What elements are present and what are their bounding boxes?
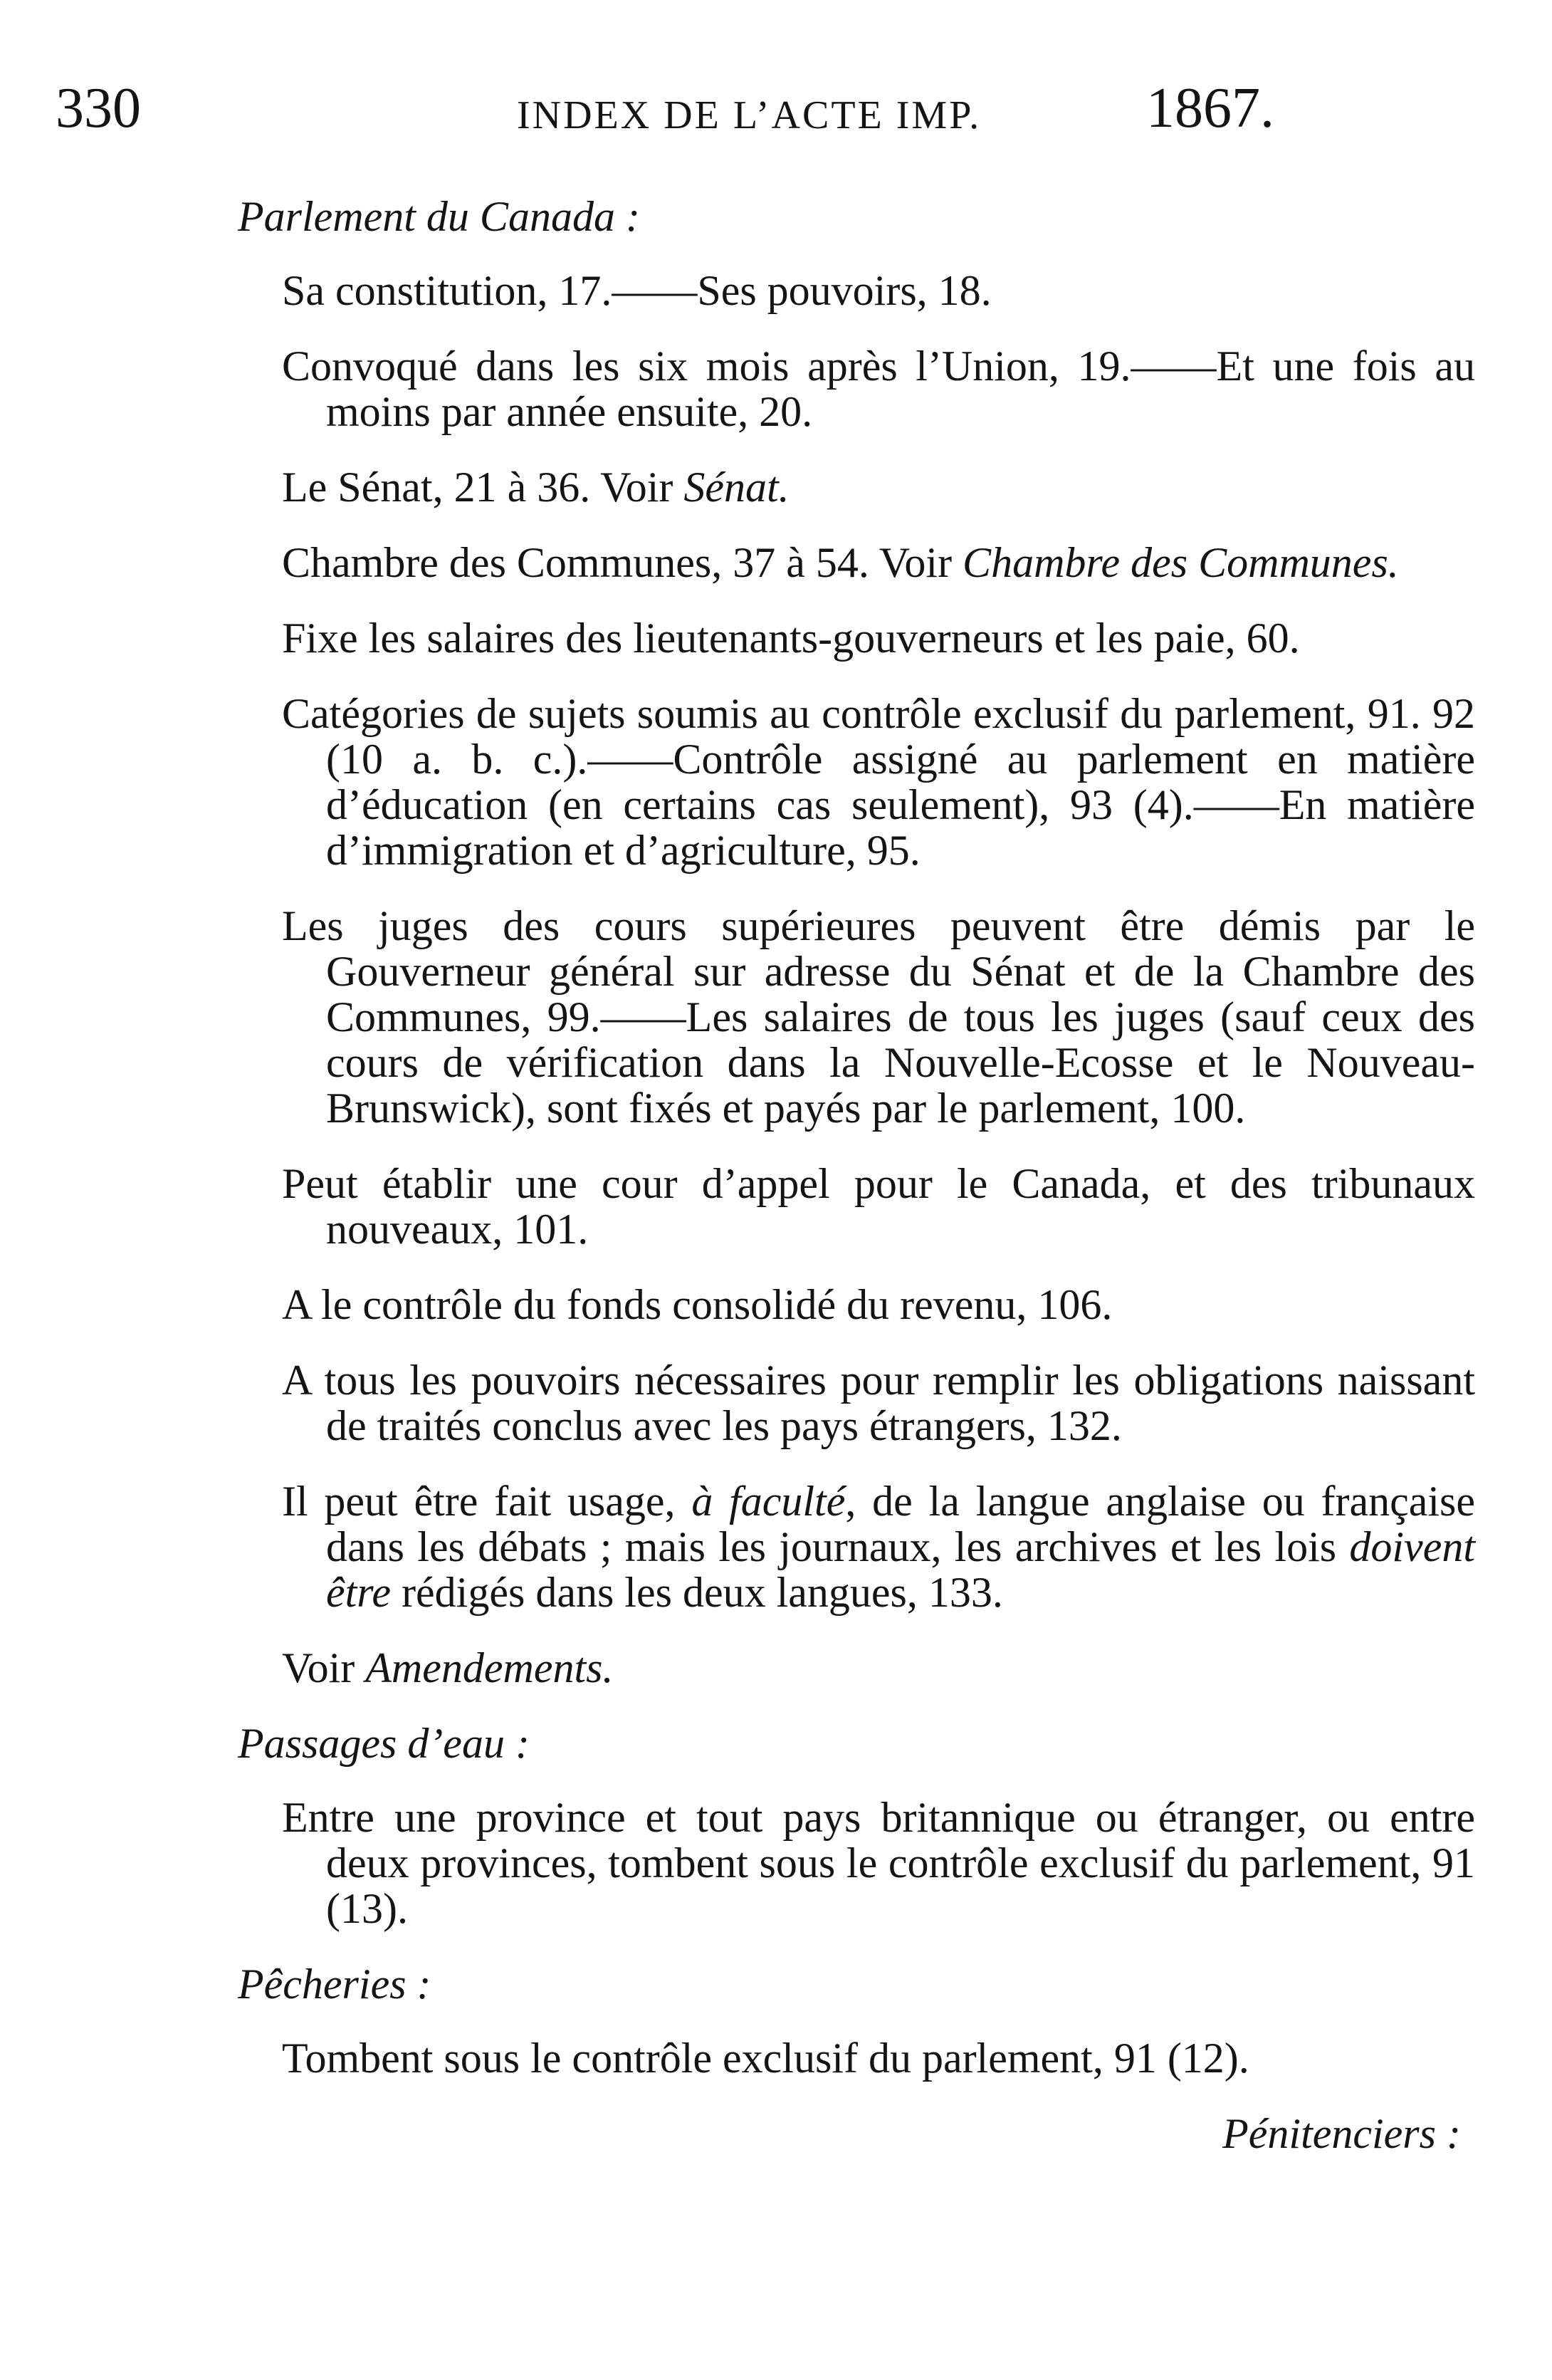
running-title: INDEX DE L’ACTE IMP. — [517, 93, 982, 137]
entry-cour-appel: Peut établir une cour d’appel pour le Canada, et des tribunaux nouveaux, 101. — [282, 1160, 1475, 1253]
entry-senat — [282, 464, 1475, 510]
entry-juges: Les juges des cours supérieures peuvent être démis par le Gouverneur général sur adresse du Sénat et de la Chambre des Communes, 99.——Les salaires de tous les juges (sauf ceux des cours de vérification dans la Nouvelle-Ecosse et le Nouveau-Brunswick), sont fixés et payés par le parlement, 100. — [282, 902, 1475, 1132]
catchword: Pénitenciers : — [1222, 2110, 1461, 2157]
running-header — [56, 77, 1451, 144]
entry-fonds: A le contrôle du fonds consolidé du revenu, 106. — [282, 1281, 1113, 1328]
page-number: 330 — [56, 77, 141, 140]
entry-constitution: Sa constitution, 17.——Ses pouvoirs, 18. — [282, 267, 992, 314]
index-body — [238, 193, 1475, 2157]
entry-communes-ref: Chambre des Communes. — [963, 539, 1399, 586]
entry-amendements-ref: Amendements. — [365, 1644, 614, 1691]
entry-communes-text: Chambre des Communes, 37 à 54. Voir — [282, 539, 963, 586]
entry-langues — [282, 1478, 1475, 1615]
heading-pecheries: Pêcheries : — [238, 1961, 431, 2008]
entry-senat-ref: Sénat. — [683, 464, 790, 511]
heading-passages: Passages d’eau : — [238, 1720, 530, 1767]
running-year: 1867. — [1146, 77, 1274, 140]
entry-salaires: Fixe les salaires des lieutenants-gouverneurs et les paie, 60. — [282, 615, 1300, 662]
entry-pecheries: Tombent sous le contrôle exclusif du parlement, 91 (12). — [282, 2035, 1249, 2082]
entry-langues-c: rédigés dans les deux langues, 133. — [391, 1569, 1003, 1616]
entry-passages: Entre une province et tout pays britannique ou étranger, ou entre deux provinces, tombent sous le contrôle exclusif du parlement, 91 (13). — [282, 1794, 1475, 1932]
entry-communes — [282, 540, 1475, 585]
entry-langues-it2: doivent être — [326, 1523, 1475, 1616]
entry-traites: A tous les pouvoirs nécessaires pour remplir les obligations naissant de traités conclus avec les pays étrangers, 132. — [282, 1357, 1475, 1449]
entry-amendements-text: Voir — [282, 1644, 366, 1691]
entry-amendements — [282, 1645, 1475, 1691]
entry-convoque: Convoqué dans les six mois après l’Union, 19.——Et une fois au moins par année ensuite, 20. — [282, 343, 1475, 435]
entry-categories: Catégories de sujets soumis au contrôle exclusif du parlement, 91. 92 (10 a. b. c.).——Contrôle assigné au parlement en matière d’éducation (en certains cas seulement), 93 (4).——En matière d’immigration et d’agriculture, 95. — [282, 690, 1475, 874]
entry-langues-it1: à faculté — [691, 1478, 846, 1525]
entry-langues-b: , de la langue anglaise ou française dans les débats ; mais les journaux, les archives et les lois — [326, 1478, 1475, 1570]
entry-langues-a: Il peut être fait usage, — [282, 1478, 692, 1525]
heading-parlement: Parlement du Canada : — [238, 193, 640, 240]
entry-senat-text: Le Sénat, 21 à 36. Voir — [282, 464, 684, 511]
